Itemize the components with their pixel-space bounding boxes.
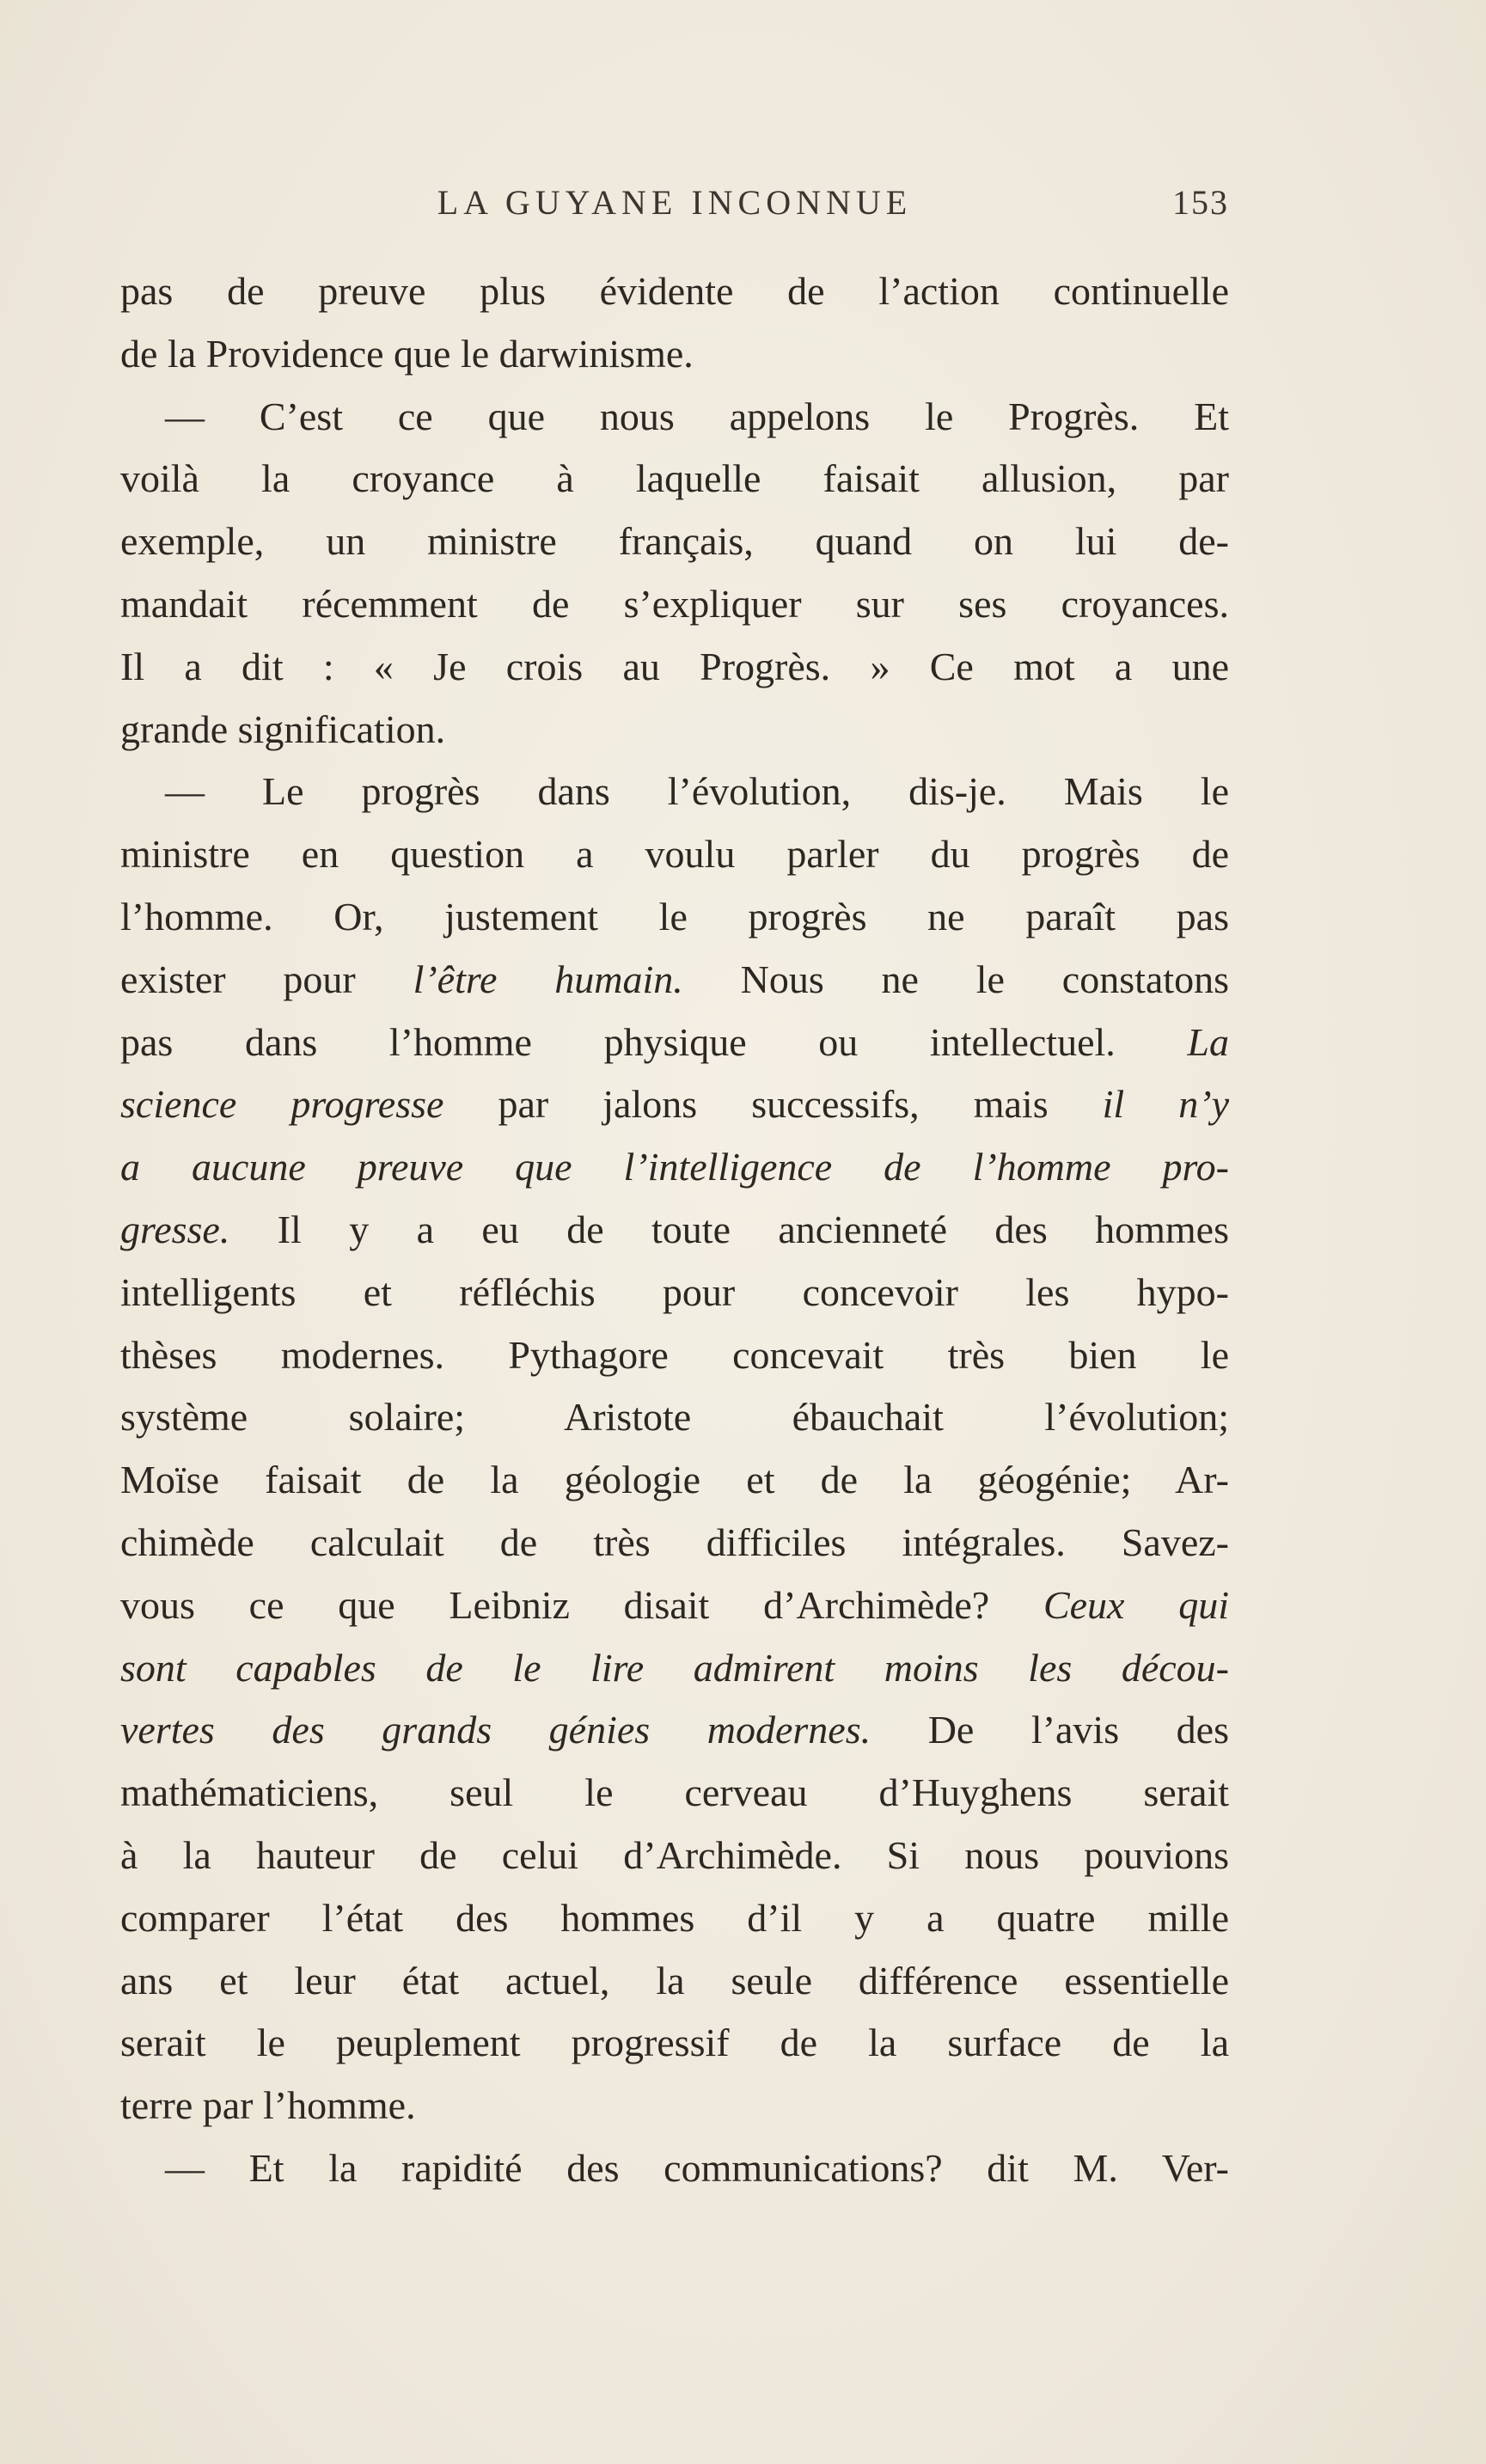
page-header bbox=[120, 182, 1229, 234]
italic-run: Ceux qui bbox=[1043, 1582, 1230, 1627]
text-line bbox=[120, 1950, 1229, 2013]
text-line bbox=[120, 1012, 1229, 1074]
text-run: l’homme. Or, justement le progrès ne paraît pas bbox=[120, 894, 1229, 939]
text-run: système solaire; Aristote ébauchait l’évolution; bbox=[120, 1395, 1229, 1440]
text-run: ans et leur état actuel, la seule différence essentielle bbox=[120, 1958, 1229, 2002]
text-line bbox=[120, 448, 1229, 511]
text-run: De l’avis des bbox=[871, 1708, 1229, 1752]
body-text bbox=[120, 260, 1229, 2200]
text-line bbox=[120, 1762, 1229, 1825]
text-run: vous ce que Leibniz disait d’Archimède? bbox=[120, 1582, 1043, 1627]
text-line bbox=[120, 699, 1229, 761]
text-run: thèses modernes. Pythagore concevait très bien le bbox=[120, 1332, 1229, 1377]
text-line bbox=[120, 1073, 1229, 1136]
text-run: de la Providence que le darwinisme. bbox=[120, 331, 694, 376]
text-run: Moïse faisait de la géologie et de la géogénie; Ar- bbox=[120, 1458, 1229, 1502]
text-run: voilà la croyance à laquelle faisait allusion, par bbox=[120, 456, 1229, 501]
text-line bbox=[120, 511, 1229, 573]
text-line bbox=[120, 761, 1229, 823]
text-line bbox=[120, 323, 1229, 386]
text-line bbox=[120, 386, 1229, 449]
text-run: grande signification. bbox=[120, 706, 446, 751]
text-run: exemple, un ministre français, quand on lui de- bbox=[120, 519, 1229, 564]
text-run: ministre en question a voulu parler du progrès de bbox=[120, 832, 1229, 877]
running-title: LA GUYANE INCONNUE bbox=[437, 183, 913, 222]
text-run: mandait récemment de s’expliquer sur ses croyances. bbox=[120, 581, 1229, 626]
italic-run: il n’y bbox=[1102, 1082, 1230, 1127]
italic-run: a aucune preuve que l’intelligence de l’homme pro- bbox=[120, 1145, 1229, 1189]
text-run: — Et la rapidité des communications? dit M. Ver- bbox=[165, 2145, 1229, 2190]
text-line bbox=[120, 573, 1229, 636]
text-run: terre par l’homme. bbox=[120, 2083, 416, 2128]
text-run: exister pour bbox=[120, 957, 413, 1001]
italic-run: sont capables de le lire admirent moins les décou- bbox=[120, 1645, 1229, 1690]
text-run: Il y a eu de toute ancienneté des hommes bbox=[229, 1207, 1229, 1251]
page-number: 153 bbox=[1172, 183, 1229, 222]
text-line bbox=[120, 1199, 1229, 1262]
text-run: comparer l’état des hommes d’il y a quatre mille bbox=[120, 1895, 1229, 1940]
text-line bbox=[120, 2137, 1229, 2200]
text-line bbox=[120, 260, 1229, 323]
text-line bbox=[120, 1262, 1229, 1324]
text-run: serait le peuplement progressif de la surface de la bbox=[120, 2021, 1229, 2065]
text-line bbox=[120, 1637, 1229, 1700]
text-run: Nous ne le constatons bbox=[682, 957, 1229, 1001]
text-line bbox=[120, 636, 1229, 699]
text-line bbox=[120, 1574, 1229, 1637]
text-line bbox=[120, 823, 1229, 886]
text-run: chimède calculait de très difficiles intégrales. Savez- bbox=[120, 1519, 1229, 1564]
text-run: mathématiciens, seul le cerveau d’Huyghens serait bbox=[120, 1770, 1229, 1815]
text-line bbox=[120, 2075, 1229, 2137]
italic-run: l’être humain. bbox=[413, 957, 683, 1001]
text-run: pas de preuve plus évidente de l’action continuelle bbox=[120, 269, 1229, 313]
italic-run: La bbox=[1187, 1019, 1229, 1064]
text-line bbox=[120, 1449, 1229, 1512]
text-run: par jalons successifs, mais bbox=[443, 1082, 1103, 1127]
italic-run: vertes des grands génies modernes. bbox=[120, 1708, 871, 1752]
text-line bbox=[120, 1512, 1229, 1574]
text-line bbox=[120, 949, 1229, 1012]
text-line bbox=[120, 886, 1229, 949]
text-run: intelligents et réfléchis pour concevoir les hypo- bbox=[120, 1269, 1229, 1314]
text-line bbox=[120, 2012, 1229, 2075]
text-run: — Le progrès dans l’évolution, dis-je. Mais le bbox=[165, 769, 1229, 814]
text-run: — C’est ce que nous appelons le Progrès. Et bbox=[165, 394, 1229, 438]
text-line bbox=[120, 1324, 1229, 1387]
italic-run: gresse. bbox=[120, 1207, 230, 1251]
text-line bbox=[120, 1136, 1229, 1199]
text-line bbox=[120, 1386, 1229, 1449]
text-run: Il a dit : « Je crois au Progrès. » Ce mot a une bbox=[120, 644, 1229, 688]
text-line bbox=[120, 1887, 1229, 1950]
text-run: à la hauteur de celui d’Archimède. Si nous pouvions bbox=[120, 1832, 1229, 1877]
italic-run: science progresse bbox=[120, 1082, 444, 1127]
text-line bbox=[120, 1699, 1229, 1762]
text-line bbox=[120, 1825, 1229, 1887]
text-run: pas dans l’homme physique ou intellectuel. bbox=[120, 1019, 1188, 1064]
